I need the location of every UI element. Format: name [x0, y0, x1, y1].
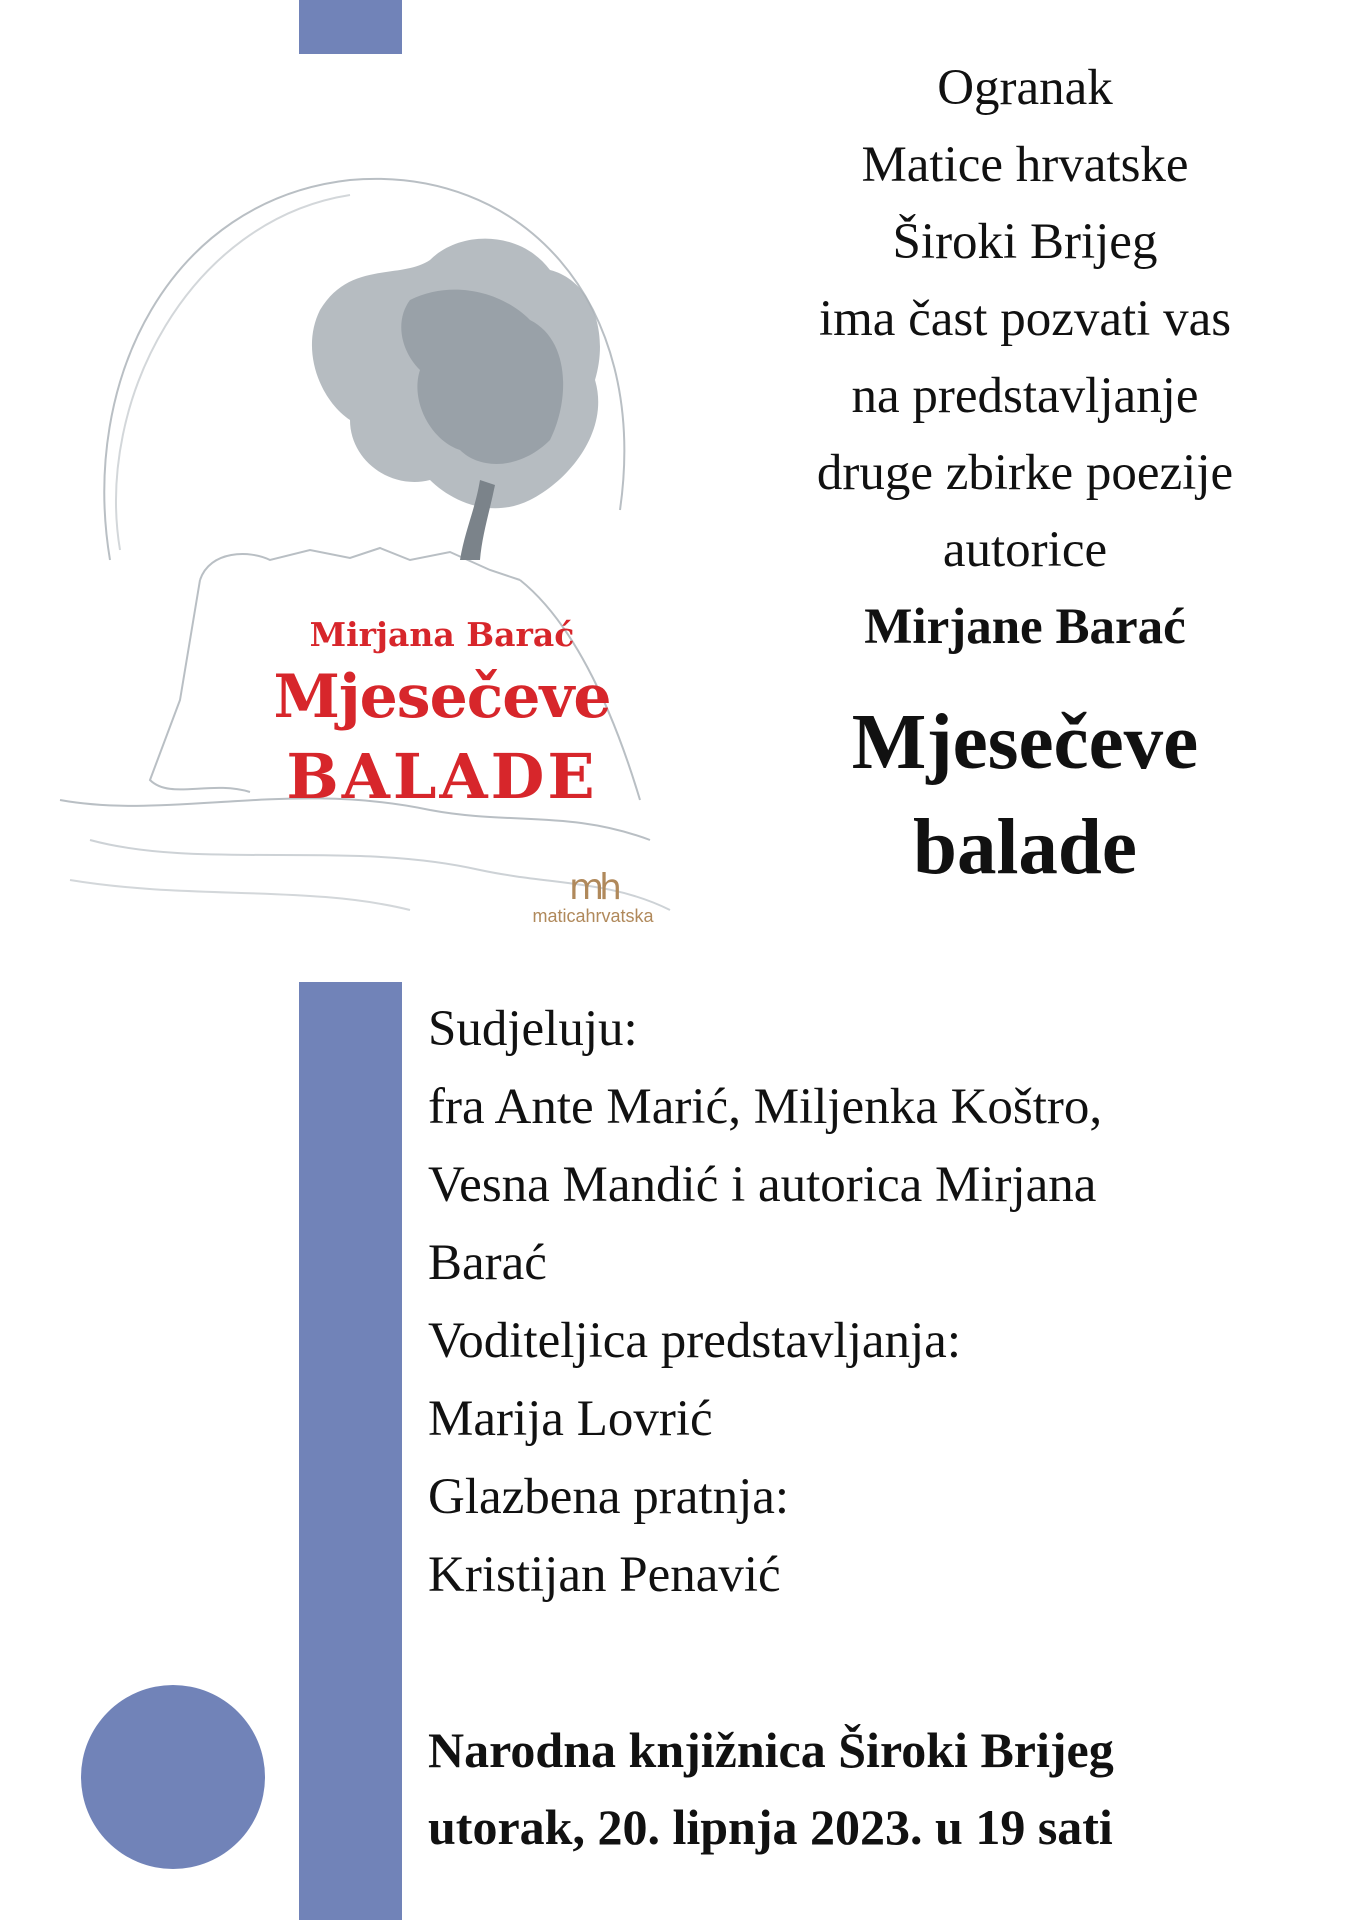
invitation-line: Matice hrvatske	[861, 137, 1189, 193]
participants-line: Sudjeluju:	[428, 1001, 638, 1057]
invitation-line: ima čast pozvati vas	[818, 291, 1232, 347]
book-cover-image	[50, 80, 690, 940]
venue-place: Narodna knjižnica Široki Brijeg	[428, 1722, 1114, 1778]
decorative-circle	[81, 1685, 265, 1869]
book-title	[735, 690, 1315, 900]
cover-author-name: Mirjana Barać	[309, 615, 575, 654]
venue-datetime: utorak, 20. lipnja 2023. u 19 sati	[428, 1799, 1113, 1855]
cover-title-line1: Mjesečeve	[273, 662, 611, 732]
participants-line: Kristijan Penavić	[428, 1547, 781, 1603]
participants-line: Vesna Mandić i autorica Mirjana	[428, 1157, 1097, 1213]
participants-line: fra Ante Marić, Miljenka Koštro,	[428, 1079, 1103, 1135]
invitation-line: na predstavljanje	[851, 368, 1199, 424]
book-title-line2: balade	[913, 804, 1137, 891]
invitation-text	[735, 50, 1315, 666]
invitation-author: Mirjane Barać	[864, 599, 1186, 655]
logo-name: maticahrvatska	[532, 906, 654, 926]
event-venue	[428, 1712, 1114, 1866]
participants-line: Glazbena pratnja:	[428, 1469, 790, 1525]
decorative-bar-vertical	[299, 982, 402, 1920]
participants-line: Marija Lovrić	[428, 1391, 713, 1447]
invitation-line: autorice	[942, 522, 1108, 578]
book-title-line1: Mjesečeve	[851, 699, 1199, 786]
participants-line: Voditeljica predstavljanja:	[428, 1313, 961, 1369]
logo-mark: mh	[569, 867, 617, 908]
matica-hrvatska-logo	[518, 867, 668, 927]
decorative-bar-top	[299, 0, 402, 54]
invitation-line: Široki Brijeg	[892, 214, 1158, 270]
participants-line: Barać	[428, 1235, 547, 1291]
invitation-line: druge zbirke poezije	[816, 445, 1234, 501]
participants-list	[428, 990, 1102, 1614]
cover-title-line2: BALADE	[286, 740, 598, 813]
invitation-line: Ogranak	[937, 60, 1113, 116]
